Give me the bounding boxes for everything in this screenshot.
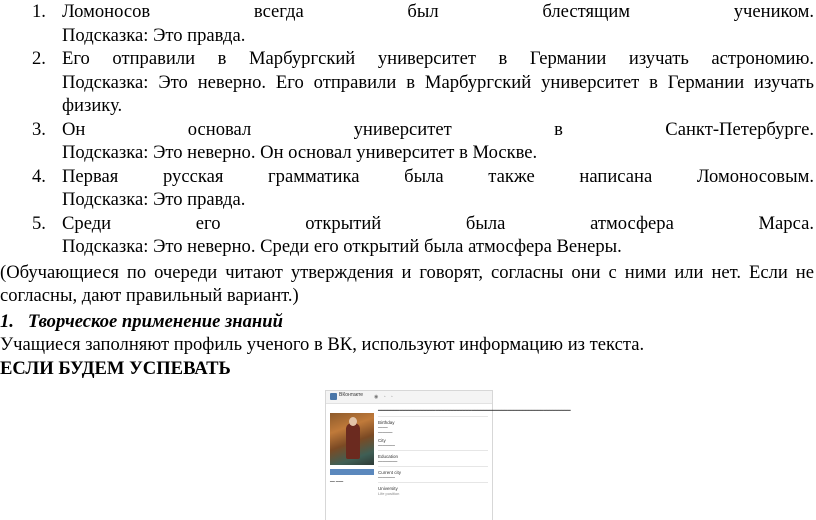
list-item [32,212,814,259]
statement-hint: Подсказка: Это неверно. Его отправили в Марбургский университет в Германии изучать физику. [62,71,814,116]
thumb-toolbar-icons: ◉ ◦ ◦ [374,394,395,400]
thumb-brand: ВКонтакте [339,392,364,398]
portrait-image [330,413,374,465]
thumb-profile-name: ━━━━━━━━━━━━━━━━━━━━━━━━━━━━━━━━━━━━━━━━━━━━━━━━━━━━━━━━━━━━━━━━ [378,408,571,414]
statement-claim: Среди его открытий была атмосфера Марса. [62,212,814,234]
statement-claim: Он основал университет в Санкт-Петербурге. [62,118,814,140]
item-number: 3. [32,118,46,140]
thumb-profile-panel: ━━━━━━━━━━━━━━━━━━━━━━━━━━━━━━━━━━━━━━━━━━━━━━━━━━━━━━━━━━━━━━━━ Birthday ━━━━ ━━━━━━ City ━━━━━━━ Education ━━━━━━━━ Current city ━━━━━━━ University Life position [378,408,571,496]
thumb-field: Life position [378,491,400,496]
thumb-field: City [378,438,386,443]
portrait-figure [346,423,360,459]
item-number: 2. [32,48,46,69]
portrait-face [349,417,357,426]
vk-profile-thumbnail [326,391,571,520]
task-text: Учащиеся заполняют профиль ученого в ВК, используют информацию из текста. [0,334,645,355]
section-number: 1. [0,310,14,332]
statement-hint: Подсказка: Это правда. [62,189,246,210]
statement-claim: Его отправили в Марбургский университет в Германии изучать астрономию. [62,48,814,69]
section-title: Творческое применение знаний [27,310,283,332]
item-number: 1. [32,1,46,22]
if-time-label: ЕСЛИ БУДЕМ УСПЕВАТЬ [0,357,231,379]
statement-claim: Первая русская грамматика была также написана Ломоносовым. [62,165,814,187]
statement-claim: Ломоносов всегда был блестящим учеником. [62,1,814,22]
statement-hint: Подсказка: Это неверно. Среди его открытий была атмосфера Венеры. [62,236,622,257]
list-item [32,0,814,47]
statement-hint: Подсказка: Это правда. [62,24,246,46]
thumb-field: University [378,486,398,491]
thumb-edit-button [330,469,374,475]
instruction-note: (Обучающиеся по очереди читают утверждения и говорят, согласны они с ними или нет. Если не согласны, дают правильный вариант.) [0,261,814,306]
thumb-header-bar [326,391,492,404]
thumb-side-text: ━━ ━━━ [330,479,344,484]
list-item [32,165,814,212]
item-number: 4. [32,165,46,187]
thumb-field: Current city [378,470,402,475]
statement-hint: Подсказка: Это неверно. Он основал университет в Москве. [62,142,538,163]
thumb-field: Education [378,454,399,459]
thumb-field: Birthday [378,420,395,425]
section-heading [0,310,816,334]
list-item [32,118,814,165]
list-item [32,47,814,118]
item-number: 5. [32,212,46,234]
vk-logo-icon [330,393,337,400]
